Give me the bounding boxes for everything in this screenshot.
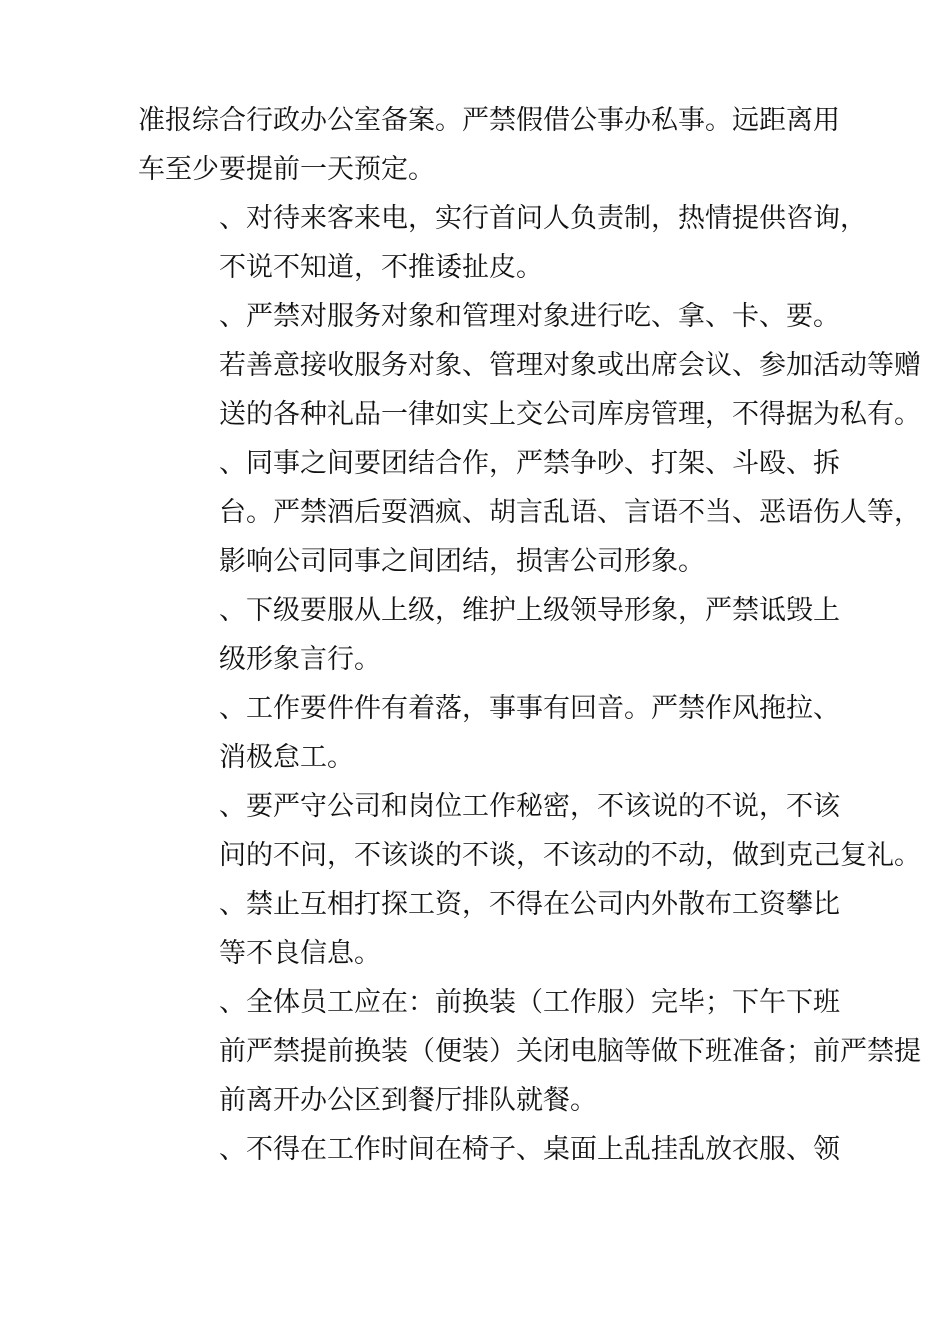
text-line: 、不得在工作时间在椅子、桌面上乱挂乱放衣服、领: [219, 1134, 840, 1165]
text-line: 、对待来客来电，实行首问人负责制，热情提供咨询，: [219, 203, 867, 234]
text-line: 车至少要提前一天预定。: [138, 154, 435, 185]
text-line: 前离开办公区到餐厅排队就餐。: [219, 1085, 597, 1116]
text-line: 不说不知道，不推诿扯皮。: [219, 252, 543, 283]
paragraph-9: [138, 978, 921, 1125]
paragraph-3: [138, 292, 921, 439]
paragraph-2: [138, 194, 867, 292]
text-line: 、下级要服从上级，维护上级领导形象，严禁诋毁上: [219, 595, 840, 626]
text-line: 、同事之间要团结合作，严禁争吵、打架、斗殴、拆: [219, 448, 840, 479]
text-line: 送的各种礼品一律如实上交公司库房管理，不得据为私有。: [219, 399, 921, 430]
text-line: 级形象言行。: [219, 644, 381, 675]
text-line: 影响公司同事之间团结，损害公司形象。: [219, 546, 705, 577]
text-line: 若善意接收服务对象、管理对象或出席会议、参加活动等赠: [219, 350, 921, 381]
paragraph-10: [138, 1125, 840, 1174]
text-line: 、工作要件件有着落，事事有回音。严禁作风拖拉、: [219, 693, 840, 724]
paragraph-8: [138, 880, 840, 978]
text-line: 消极怠工。: [219, 742, 354, 773]
text-line: 、严禁对服务对象和管理对象进行吃、拿、卡、要。: [219, 301, 840, 332]
text-line: 准报综合行政办公室备案。严禁假借公事办私事。远距离用: [138, 105, 840, 136]
paragraph-1: [138, 96, 840, 194]
document-body: [138, 96, 921, 1174]
text-line: 等不良信息。: [219, 938, 381, 969]
text-line: 问的不问，不该谈的不谈，不该动的不动，做到克己复礼。: [219, 840, 921, 871]
paragraph-6: [138, 684, 840, 782]
text-line: 台。严禁酒后耍酒疯、胡言乱语、言语不当、恶语伤人等，: [219, 497, 921, 528]
text-line: 、禁止互相打探工资，不得在公司内外散布工资攀比: [219, 889, 840, 920]
paragraph-5: [138, 586, 840, 684]
text-line: 、全体员工应在：前换装（工作服）完毕；下午下班: [219, 987, 840, 1018]
paragraph-4: [138, 439, 921, 586]
paragraph-7: [138, 782, 921, 880]
text-line: 、要严守公司和岗位工作秘密，不该说的不说，不该: [219, 791, 840, 822]
text-line: 前严禁提前换装（便装）关闭电脑等做下班准备；前严禁提: [219, 1036, 921, 1067]
